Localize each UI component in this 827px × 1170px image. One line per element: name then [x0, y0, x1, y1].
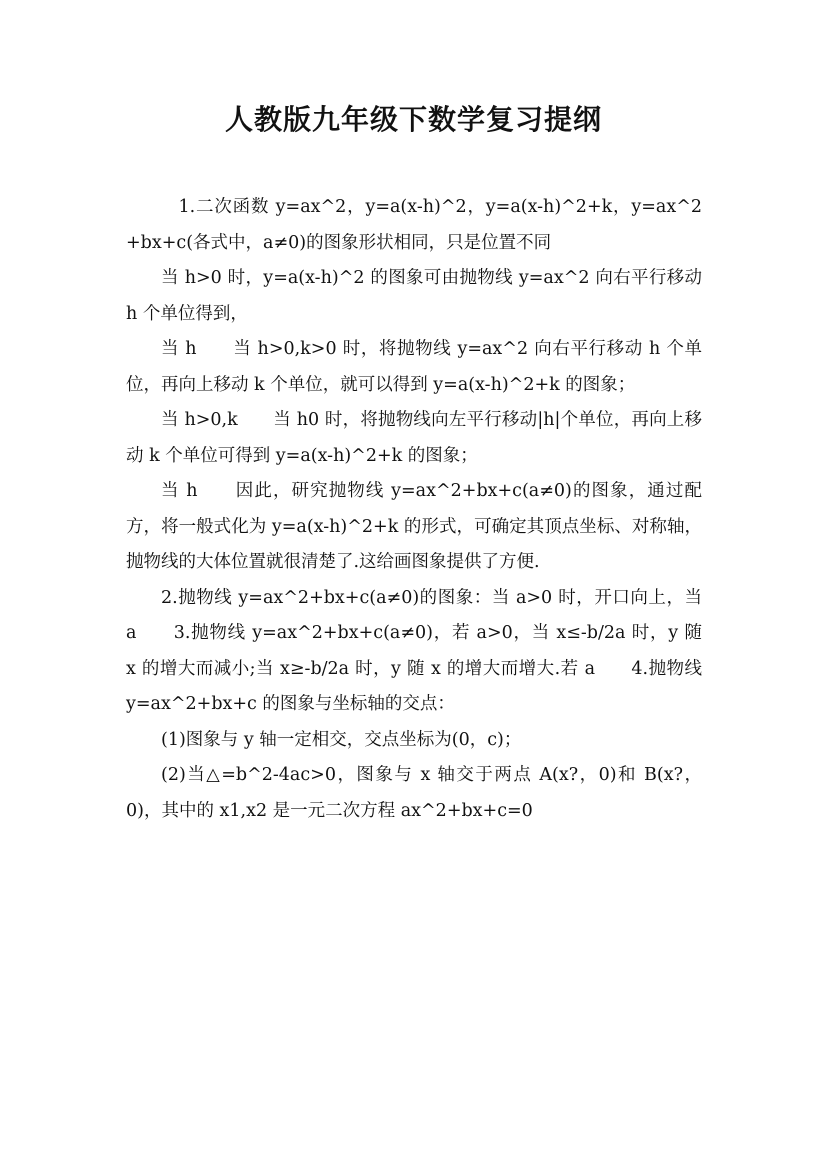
document-title: 人教版九年级下数学复习提纲	[224, 103, 602, 136]
paragraph-completing-square: 当 h 因此，研究抛物线 y=ax^2+bx+c(a≠0)的图象，通过配方，将一般式化为 y=a(x-h)^2+k 的形式，可确定其顶点坐标、对称轴，抛物线的大体位置就很清楚了.这给画图象提供了方便.	[126, 481, 702, 572]
paragraph-shift-right-up: 当 h 当 h>0,k>0 时，将抛物线 y=ax^2 向右平行移动 h 个单位，再向上移动 k 个单位，就可以得到 y=a(x-h)^2+k 的图象；	[126, 339, 702, 395]
paragraph-y-intercept: (1)图象与 y 轴一定相交，交点坐标为(0，c)；	[161, 729, 522, 750]
paragraph-quadratic-forms: 1.二次函数 y=ax^2，y=a(x-h)^2，y=a(x-h)^2+k，y=ax^2+bx+c(各式中，a≠0)的图象形状相同，只是位置不同	[126, 197, 702, 253]
paragraph-shift-left-up: 当 h>0,k 当 h0 时，将抛物线向左平行移动|h|个单位，再向上移动 k 个单位可得到 y=a(x-h)^2+k 的图象；	[126, 410, 702, 466]
paragraph-shift-right: 当 h>0 时，y=a(x-h)^2 的图象可由抛物线 y=ax^2 向右平行移动 h 个单位得到，	[126, 268, 702, 324]
document-body	[126, 190, 702, 829]
paragraph-x-intercepts: (2)当△=b^2-4ac>0，图象与 x 轴交于两点 A(x?，0)和 B(x?，0)，其中的 x1,x2 是一元二次方程 ax^2+bx+c=0	[126, 765, 702, 821]
paragraph-parabola-properties: 2.抛物线 y=ax^2+bx+c(a≠0)的图象：当 a>0 时，开口向上，当 a 3.抛物线 y=ax^2+bx+c(a≠0)，若 a>0，当 x≤-b/2a 时，y 随 x 的增大而减小;当 x≥-b/2a 时，y 随 x 的增大而增大.若 a 4.抛物线 y=ax^2+bx+c 的图象与坐标轴的交点：	[126, 587, 702, 714]
